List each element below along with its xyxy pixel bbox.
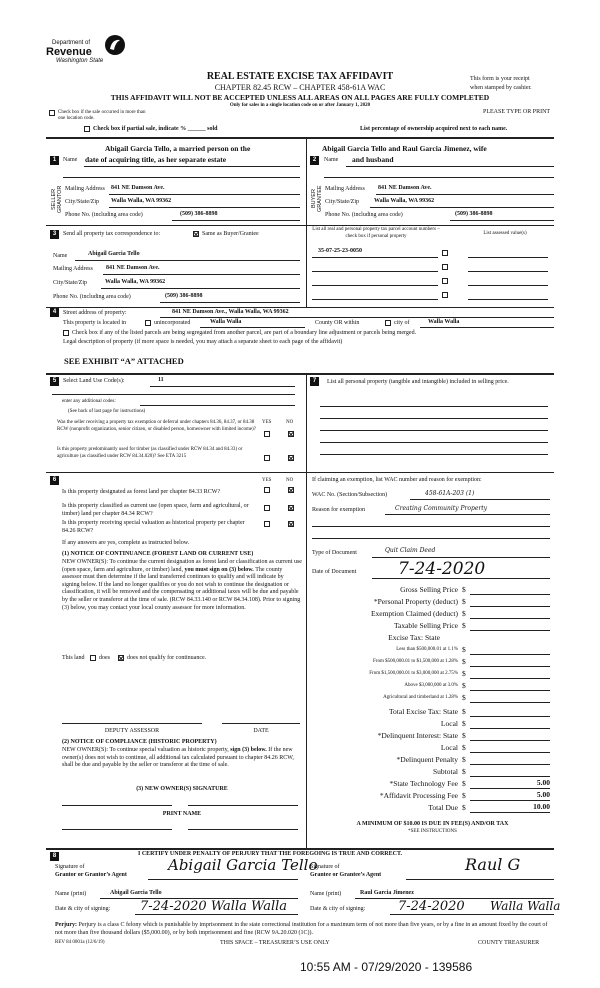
- excise-tax-label: Excise Tax: State: [388, 633, 440, 642]
- wac-intro: If claiming an exemption, list WAC number and reason for exemption:: [312, 477, 482, 483]
- county-treasurer: COUNTY TREASURER: [478, 940, 540, 946]
- rule: [63, 177, 300, 178]
- rule: [46, 848, 554, 850]
- assessed-header: List assessed value(s): [483, 231, 527, 236]
- seller-name-line1: Abigail Garcia Tello, a married person on the: [105, 144, 251, 153]
- notice2-title: (2) NOTICE OF COMPLIANCE (HISTORIC PROPERTY): [62, 739, 217, 745]
- section-4-number: 4: [50, 308, 59, 317]
- grantee-print-label: Name (print): [310, 891, 342, 897]
- section-3-number: 3: [50, 230, 59, 239]
- rule: [470, 654, 550, 655]
- personal-property-checkbox-2[interactable]: [442, 264, 448, 270]
- seller-city-label: City/State/Zip: [65, 199, 99, 205]
- rule: [200, 327, 305, 328]
- sig-grantor-label-1: Signature of: [55, 864, 85, 870]
- assessed-line-2: [468, 271, 548, 272]
- land-use-label: Select Land Use Code(s):: [63, 378, 125, 384]
- processing-fee-value: 5.00: [536, 790, 550, 799]
- date-label: DATE: [253, 728, 269, 734]
- dollar-sign: $: [462, 731, 466, 740]
- rule: [406, 879, 554, 880]
- grantee-print-name: Raul Garcia Jimenez: [360, 890, 414, 896]
- total-row-label: Total Excise Tax: State: [388, 707, 458, 716]
- rule: [376, 194, 554, 195]
- personal-property-text: List all personal property (tangible and intangible) included in selling price.: [327, 379, 509, 385]
- rule: [324, 177, 554, 178]
- parcel-number: 35-07-25-23-0050: [318, 248, 362, 254]
- minimum-note: A MINIMUM OF $10.00 IS DUE IN FEE(S) AND/OR TAX: [356, 821, 509, 827]
- total-row-label: *Delinquent Interest: State: [377, 731, 458, 740]
- wac-label: WAC No. (Section/Subsection): [312, 492, 388, 498]
- grantor-signature: Abigail Garcia Tello: [168, 856, 318, 874]
- s6-q3-yes-checkbox[interactable]: [264, 521, 270, 527]
- correspondence-city: Walla Walla, WA 99362: [105, 279, 166, 285]
- rule: [470, 630, 550, 631]
- unincorporated-label: unincorporated: [154, 320, 191, 326]
- rule: [160, 317, 554, 318]
- buyer-city: Walla Walla, WA 99362: [374, 198, 435, 204]
- seller-mailing-label: Mailing Address: [65, 186, 105, 192]
- rule: [470, 690, 550, 691]
- assessed-line-3: [468, 285, 548, 286]
- bracket-row-label: From $500,000.01 to $1,500,000 at 1.28%: [373, 659, 458, 664]
- rule: [470, 764, 550, 765]
- seller-name-line2: date of acquiring title, as her separate estate: [85, 155, 227, 164]
- notice1-body: [62, 559, 302, 612]
- grantee-date: 7-24-2020: [398, 899, 465, 914]
- dollar-sign: $: [462, 755, 466, 764]
- s6-no-header: NO: [286, 478, 294, 483]
- rule: [320, 418, 548, 419]
- rule: [46, 225, 554, 226]
- seller-mailing: 841 NE Damson Ave.: [111, 185, 165, 191]
- dollar-sign: $: [462, 681, 466, 690]
- rule: [101, 288, 300, 289]
- perjury-text: Perjury is a class C felony which is punishable by imprisonment in the state correctional institution for a maximum term of not more than five years, or by a fine in an amount fixed by the court of not more than five thousand dollars ($5,000.00), or by both imprisonment and fine (RCW 9A.20.020 (1C)).: [55, 922, 548, 936]
- section-5-number: 5: [50, 377, 59, 386]
- buyer-city-label: City/State/Zip: [325, 199, 359, 205]
- parcel-line-2: [312, 271, 438, 272]
- rule: [372, 578, 550, 579]
- s5-yes-header: YES: [262, 420, 272, 425]
- dollar-sign: $: [462, 719, 466, 728]
- receipt-note-2: when stamped by cashier.: [470, 85, 532, 91]
- correspondence-phone: (509) 386-8898: [165, 293, 203, 299]
- bracket-row-label: Less than $500,000.01 at 1.1%: [396, 647, 458, 652]
- dollar-sign: $: [462, 803, 466, 812]
- parcel-line-3: [312, 285, 438, 286]
- rule: [470, 752, 550, 753]
- buyer-name-line1: Abigail Garcia Tello and Raul Garcia Jimenez, wife: [322, 144, 487, 153]
- doc-date-value: 7-24-2020: [398, 559, 486, 579]
- partial-sale-checkbox[interactable]: [84, 126, 90, 132]
- rule: [312, 538, 550, 539]
- seller-phone: (509) 386-8898: [180, 211, 218, 217]
- additional-codes-label: enter any additional codes:: [62, 399, 116, 404]
- rule: [470, 812, 550, 813]
- buyer-phone: (509) 386-8898: [455, 211, 493, 217]
- parcel-header: List all real and personal property tax parcel account numbers – check box if personal property: [312, 227, 440, 239]
- seller-name-label: Name: [63, 157, 78, 163]
- unincorporated-checkbox[interactable]: [145, 320, 151, 326]
- rule: [420, 327, 554, 328]
- rule: [470, 788, 550, 789]
- rule: [470, 618, 550, 619]
- perjury-block: [55, 921, 555, 937]
- seller-city: Walla Walla, WA 99362: [111, 198, 172, 204]
- grantee-date-city-label: Date & city of signing:: [310, 906, 366, 912]
- dollar-sign: $: [462, 767, 466, 776]
- s5-q1-yes-checkbox[interactable]: [264, 431, 270, 437]
- personal-property-checkbox-4[interactable]: [442, 292, 448, 298]
- county-value: Walla Walla: [210, 319, 242, 325]
- grantor-print-name: Abigail Garcia Tello: [110, 890, 162, 896]
- rule: [140, 405, 295, 406]
- buyer-name-label: Name: [324, 157, 339, 163]
- tax-block: [310, 585, 555, 845]
- dollar-sign: $: [462, 779, 466, 788]
- rule: [470, 678, 550, 679]
- total-row-label: Local: [440, 743, 458, 752]
- land-does-checkbox[interactable]: [90, 655, 96, 661]
- land-does-not-checkbox[interactable]: [118, 655, 124, 661]
- rule: [470, 716, 550, 717]
- section-2-number: 2: [310, 156, 319, 165]
- rule: [46, 373, 554, 375]
- dollar-sign: $: [462, 621, 466, 630]
- rule: [390, 914, 554, 915]
- reason-label: Reason for exemption: [312, 507, 365, 513]
- form-subtitle: CHAPTER 82.45 RCW – CHAPTER 458-61A WAC: [214, 83, 386, 92]
- rule: [320, 442, 548, 443]
- correspondence-mailing: 841 NE Damson Ave.: [106, 265, 160, 271]
- rule: [470, 728, 550, 729]
- s6-if-yes: If any answers are yes, complete as instructed below.: [62, 540, 190, 546]
- s6-q1-no-checkbox[interactable]: [288, 487, 294, 493]
- grantor-print-label: Name (print): [55, 891, 87, 897]
- rule: [46, 472, 306, 473]
- s6-question-1: Is this property designated as forest land per chapter 84.33 RCW?: [62, 489, 221, 495]
- bracket-row-label: Agricultural and timberland at 1.28%: [383, 695, 458, 700]
- s6-question-2: Is this property classified as current use (open space, farm and agricultural, or timber) land per chapter 84.34 RCW?: [62, 503, 249, 517]
- doc-type-value: Quit Claim Deed: [385, 547, 436, 554]
- rule: [306, 137, 307, 225]
- s6-q2-no-checkbox[interactable]: [288, 505, 294, 511]
- grantor-date-city-label: Date & city of signing:: [55, 906, 111, 912]
- correspondence-name-label: Name: [53, 253, 68, 259]
- correspondence-mailing-label: Mailing Address: [53, 266, 93, 272]
- rule: [62, 723, 202, 724]
- rule: [306, 373, 307, 848]
- bracket-row-label: Above $3,000,000 at 3.0%: [404, 683, 458, 688]
- county-or-label: County OR within: [315, 320, 360, 326]
- dollar-sign: $: [462, 707, 466, 716]
- s5-question-1: Was the seller receiving a property tax exemption or deferral under chapters 84.36, 84.37, or 84.38 RCW (nonprofit organization, senior citizen, or disabled person, homeowner with limited income)?: [57, 420, 256, 432]
- grantee-signature: Raul G: [465, 855, 521, 874]
- s6-question-3: Is this property receiving special valuation as historical property per chapter 84.26 RCW?: [62, 520, 245, 534]
- legal-description-label: Legal description of property (if more space is needed, you may attach a separate sheet to each page of the affidavit): [63, 339, 343, 345]
- dollar-sign: $: [462, 791, 466, 800]
- this-land-label: This land: [62, 655, 85, 661]
- buyer-phone-label: Phone No. (including area code): [325, 212, 403, 218]
- dollar-sign: $: [462, 585, 466, 594]
- buyer-name-line2: and husband: [352, 155, 394, 164]
- located-label: This property is located in: [63, 320, 126, 326]
- rule: [109, 194, 300, 195]
- deputy-assessor-label: DEPUTY ASSESSOR: [104, 728, 160, 734]
- seller-phone-label: Phone No. (including area code): [65, 212, 143, 218]
- buyer-mailing-label: Mailing Address: [325, 186, 365, 192]
- rule: [172, 220, 300, 221]
- form-warning: THIS AFFIDAVIT WILL NOT BE ACCEPTED UNLESS ALL AREAS ON ALL PAGES ARE FULLY COMPLETED: [110, 93, 490, 102]
- same-as-buyer-checkbox[interactable]: [193, 231, 199, 237]
- dollar-sign: $: [462, 609, 466, 618]
- seller-side-label: SELLER GRANTOR: [51, 185, 63, 213]
- rule: [109, 207, 300, 208]
- total-row-label: Total Due: [428, 803, 458, 812]
- notice2-b: sign (3) below.: [230, 747, 267, 753]
- dollar-sign: $: [462, 693, 466, 702]
- rule: [372, 557, 550, 558]
- buyer-side-label: BUYER GRANTEE: [311, 185, 323, 213]
- rule: [470, 800, 550, 801]
- segregated-checkbox[interactable]: [63, 330, 69, 336]
- see-exhibit: SEE EXHIBIT “A” ATTACHED: [64, 356, 184, 366]
- rule: [470, 702, 550, 703]
- total-row-label: *Affidavit Processing Fee: [379, 791, 458, 800]
- rule: [62, 829, 172, 830]
- see-back-note: (See back of last page for instructions): [68, 409, 146, 414]
- s5-q2-no-checkbox[interactable]: [288, 455, 294, 461]
- dollar-sign: $: [462, 669, 466, 678]
- rule: [470, 594, 550, 595]
- correspondence-name: Abigail Garcia Tello: [88, 251, 140, 257]
- see-instructions: *SEE INSTRUCTIONS: [408, 829, 457, 834]
- rule: [306, 225, 307, 307]
- sales-note: Only for sales in a single location code on or after January 1, 2020: [229, 103, 371, 108]
- assessed-line-1: [468, 257, 548, 258]
- rule: [312, 526, 550, 527]
- dollar-sign: $: [462, 657, 466, 666]
- parcel-line-4: [312, 299, 438, 300]
- city-of-label: city of: [394, 320, 410, 326]
- tax-row-label: Exemption Claimed (deduct): [370, 609, 458, 618]
- grantee-city: Walla Walla: [490, 899, 561, 913]
- rule: [320, 406, 548, 407]
- rule: [222, 723, 300, 724]
- rule: [320, 430, 548, 431]
- sig-grantee-label-2: Grantee or Grantee’s Agent: [310, 872, 382, 878]
- dollar-sign: $: [462, 743, 466, 752]
- section-7-number: 7: [310, 377, 319, 386]
- grantor-date-city: 7-24-2020 Walla Walla: [140, 899, 288, 914]
- s5-question-2: Is this property predominantly used for timber (as classified under RCW 84.34 and 84.33) or agriculture (as classified under RCW 84.34.020)? See ETA 3215: [57, 447, 243, 459]
- rule: [103, 274, 300, 275]
- total-row-label: Subtotal: [432, 767, 458, 776]
- print-name-label: PRINT NAME: [162, 811, 202, 817]
- city-of-checkbox[interactable]: [385, 320, 391, 326]
- dept-line2: Revenue: [46, 46, 92, 58]
- partial-sale-label: Check box if partial sale, indicate % ______ sold: [93, 126, 218, 132]
- multi-location-label: Check box if the sale occurred in more than one location code.: [58, 110, 146, 121]
- s5-q1-no-checkbox[interactable]: [288, 431, 294, 437]
- rule: [135, 914, 298, 915]
- dollar-sign: $: [462, 597, 466, 606]
- reason-value: Creating Community Property: [395, 505, 488, 512]
- land-does-label: does: [99, 655, 110, 661]
- rule: [370, 207, 554, 208]
- doc-date-label: Date of Document: [312, 569, 357, 575]
- does-not-qualify-label: does not qualify for continuance.: [127, 655, 207, 661]
- notice2-body: [62, 747, 302, 770]
- personal-property-checkbox-3[interactable]: [442, 278, 448, 284]
- s6-yes-header: YES: [262, 478, 272, 483]
- form-number: REV 84 0001a (12/6/19): [55, 940, 105, 945]
- rule: [450, 220, 554, 221]
- notice1-a: NEW OWNER(S): To continue the current designation as forest land or classification as current use (open space, farm and agriculture, or timber) land,: [62, 559, 302, 573]
- tax-row-label: *Personal Property (deduct): [373, 597, 458, 606]
- assessed-line-4: [468, 299, 548, 300]
- s6-q3-no-checkbox[interactable]: [288, 521, 294, 527]
- total-row-label: *State Technology Fee: [389, 779, 458, 788]
- receipt-note-1: This form is your receipt: [470, 76, 530, 82]
- s6-q2-yes-checkbox[interactable]: [264, 505, 270, 511]
- doc-type-label: Type of Document: [312, 550, 357, 556]
- rule: [346, 166, 554, 167]
- rule: [410, 499, 550, 500]
- tax-row-label: Taxable Selling Price: [393, 621, 458, 630]
- revenue-logo-icon: [104, 34, 126, 56]
- perjury-label: Perjury:: [55, 922, 77, 928]
- segregated-label: Check box if any of the listed parcels are being segregated from another parcel, are part of a boundary line adjustment or parcels being merged.: [72, 330, 417, 336]
- rule: [320, 454, 548, 455]
- notice2-c: If the new owner(s) does not wish to continue, all additional tax calculated pursuant to chapter 84.26 RCW, shall be due and payable by the seller or transferor at the time of sale.: [62, 747, 294, 769]
- section-8-number: 8: [50, 852, 59, 861]
- s6-q1-yes-checkbox[interactable]: [264, 487, 270, 493]
- multi-location-checkbox[interactable]: [49, 110, 55, 116]
- rule: [52, 394, 295, 395]
- rule: [160, 302, 300, 303]
- send-correspondence-label: Send all property tax correspondence to:: [63, 231, 161, 237]
- rule: [470, 666, 550, 667]
- ownership-note: List percentage of ownership acquired next to each name.: [360, 126, 508, 132]
- rule: [470, 740, 550, 741]
- rule: [188, 805, 298, 806]
- s5-no-header: NO: [286, 420, 294, 425]
- total-due-value: 10.00: [533, 802, 550, 811]
- section-1-number: 1: [50, 156, 59, 165]
- rule: [46, 307, 554, 308]
- sig-grantor-label-2: Grantor or Grantor’s Agent: [55, 872, 127, 878]
- rule: [62, 805, 172, 806]
- dept-logo: [40, 34, 130, 66]
- wac-number: 458-61A-203 (1): [425, 490, 475, 497]
- sig-grantee-label-1: Signature of: [310, 864, 340, 870]
- dept-line3: Washington State: [56, 58, 104, 64]
- correspondence-phone-label: Phone No. (including area code): [53, 294, 131, 300]
- street-address: 841 NE Damson Ave., Walla Walla, WA 99362: [172, 309, 289, 315]
- notice1-c: The county assessor must then determine if the land transferred continues to qualify and will indicate by signing below. If the land no longer qualifies or you do not wish to continue the designation or classification, it will be removed and the compensating or additional taxes will be due and payable by the seller or transferor at the time of sale. (RCW 84.33.140 or RCW 84.34.108). Prior to signing (3) below, you may contact your local county assessor for more information.: [62, 566, 301, 611]
- notice1-b: you must sign on (3) below.: [184, 566, 254, 573]
- notice2-a: NEW OWNER(S): To continue special valuation as historic property,: [62, 747, 229, 753]
- please-type: PLEASE TYPE OR PRINT: [483, 109, 551, 115]
- land-use-code: 11: [158, 377, 164, 383]
- section-6-number: 6: [50, 476, 59, 485]
- buyer-mailing: 841 NE Damson Ave.: [378, 185, 432, 191]
- dollar-sign: $: [462, 645, 466, 654]
- form-title: REAL ESTATE EXCISE TAX AFFIDAVIT: [206, 71, 394, 82]
- same-as-buyer-label: Same as Buyer/Grantee: [202, 231, 259, 237]
- rule: [150, 386, 295, 387]
- treasurer-use: THIS SPACE – TREASURER’S USE ONLY: [220, 940, 330, 946]
- rule: [75, 260, 300, 261]
- total-row-label: Local: [440, 719, 458, 728]
- personal-property-checkbox-1[interactable]: [442, 250, 448, 256]
- s5-q2-yes-checkbox[interactable]: [264, 455, 270, 461]
- dept-line1: Department of: [52, 40, 91, 46]
- rule: [470, 776, 550, 777]
- rule: [188, 829, 298, 830]
- recording-stamp: 10:55 AM - 07/29/2020 - 139586: [300, 960, 473, 974]
- tax-row-label: Gross Selling Price: [400, 585, 458, 594]
- parcel-line-1: [312, 257, 438, 258]
- rule: [385, 514, 550, 515]
- notice1-title: (1) NOTICE OF CONTINUANCE (FOREST LAND OR CURRENT USE): [62, 551, 254, 557]
- new-owner-signature-label: (3) NEW OWNER(S) SIGNATURE: [136, 786, 228, 792]
- rule: [470, 606, 550, 607]
- rule: [306, 472, 554, 473]
- rule: [84, 166, 300, 167]
- street-label: Street address of property:: [63, 310, 127, 316]
- correspondence-city-label: City/State/Zip: [53, 280, 87, 286]
- certify-text: I CERTIFY UNDER PENALTY OF PERJURY THAT THE FOREGOING IS TRUE AND CORRECT.: [138, 851, 403, 857]
- technology-fee-value: 5.00: [536, 778, 550, 787]
- total-row-label: *Delinquent Penalty: [396, 755, 458, 764]
- bracket-row-label: From $1,500,000.01 to $3,000,000 at 2.75%: [369, 671, 458, 676]
- city-value: Walla Walla: [428, 319, 460, 325]
- rule: [46, 137, 554, 139]
- rule: [148, 879, 298, 880]
